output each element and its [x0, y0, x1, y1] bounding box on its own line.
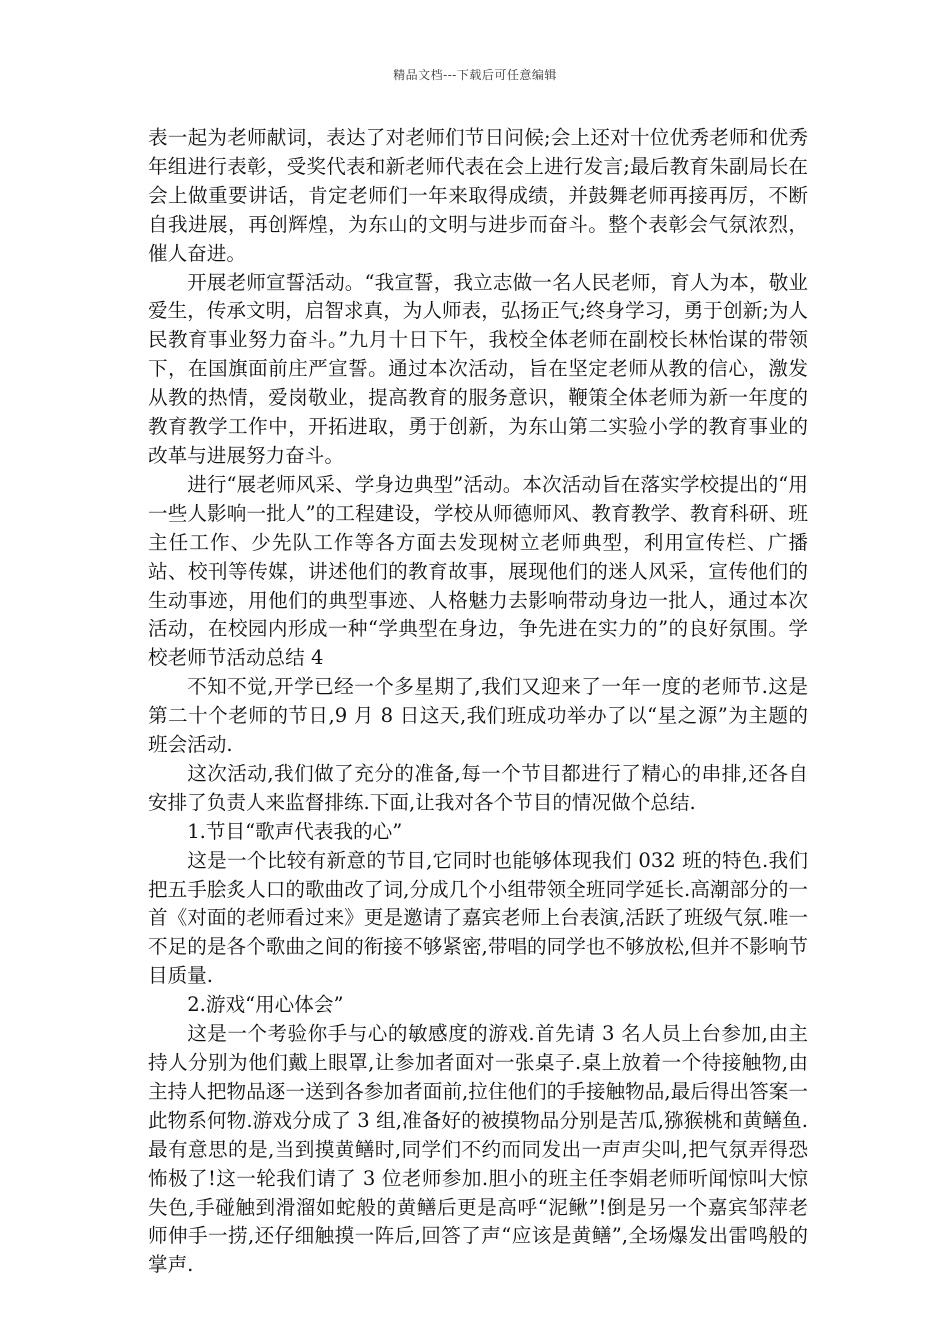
section-heading: 1.节目“歌声代表我的心” [187, 819, 403, 843]
paragraph: 这是一个考验你手与心的敏感度的游戏.首先请 3 名人员上台参加,由主持人分别为他们戴上眼罩,让参加者面对一张桌子.桌上放着一个待接触物,由主持人把物品逐一送到各参加者面前,拉住他们的手接触物品,最后得出答案一此物系何物.游戏分成了 3 组,准备好的被摸物品分别是苦瓜,猕猴桃和黄鳝鱼.最有意思的是,当到摸黄鳝时,同学们不约而同发出一声声尖叫,把气氛弄得恐怖极了!这一轮我们请了 3 位老师参加.胆小的班主任李娟老师听闻惊叫大惊失色,手碰触到滑溜如蛇般的黄鳝后更是高呼“泥鳅”!倒是另一个嘉宾邹萍老师伸手一捞,还仔细触摸一阵后,回答了声“应该是黄鳝”,全场爆发出雷鸣般的掌声. [148, 1022, 808, 1277]
paragraph: 不知不觉,开学已经一个多星期了,我们又迎来了一年一度的老师节.这是第二十个老师的节日,9 月 8 日这天,我们班成功举办了以“星之源”为主题的班会活动. [148, 675, 808, 757]
paragraph: 开展老师宣誓活动。“我宣誓，我立志做一名人民老师，育人为本，敬业爱生，传承文明，启智求真，为人师表，弘扬正气;终身学习，勇于创新;为人民教育事业努力奋斗。”九月十日下午，我校全体老师在副校长林怡谋的带领下，在国旗面前庄严宣誓。通过本次活动，旨在坚定老师从教的信心，激发从教的热情，爱岗敬业，提高教育的服务意识，鞭策全体老师为新一年度的教育教学工作中，开拓进取，勇于创新，为东山第二实验小学的教育事业的改革与进展努力奋斗。 [148, 270, 808, 467]
paragraph: 表一起为老师献词，表达了对老师们节日问候;会上还对十位优秀老师和优秀年组进行表彰，受奖代表和新老师代表在会上进行发言;最后教育朱副局长在会上做重要讲话，肯定老师们一年来取得成绩，并鼓舞老师再接再厉，不断自我进展，再创辉煌，为东山的文明与进步而奋斗。整个表彰会气氛浓烈，催人奋进。 [148, 126, 808, 265]
page-header: 精品文档---下载后可任意编辑 [393, 68, 557, 82]
paragraph: 这次活动,我们做了充分的准备,每一个节目都进行了精心的串排,还各自安排了负责人来监督排练.下面,让我对各个节目的情况做个总结. [148, 761, 808, 814]
section-heading: 2.游戏“用心体会” [187, 993, 344, 1017]
paragraph: 进行“展老师风采、学身边典型”活动。本次活动旨在落实学校提出的“用一些人影响一批人”的工程建设，学校从师德师风、教育教学、教育科研、班主任工作、少先队工作等各方面去发现树立老师典型，利用宣传栏、广播站、校刊等传媒，讲述他们的教育故事，展现他们的迷人风采，宣传他们的生动事迹，用他们的典型事迹、人格魅力去影响带动身边一批人，通过本次活动，在校园内形成一种“学典型在身边，争先进在实力的”的良好氛围。学校老师节活动总结 4 [148, 472, 808, 670]
paragraph: 这是一个比较有新意的节目,它同时也能够体现我们 032 班的特色.我们把五手脍炙人口的歌曲改了词,分成几个小组带领全班同学延长.高潮部分的一首《对面的老师看过来》更是邀请了嘉宾老师上台表演,活跃了班级气氛.唯一不足的是各个歌曲之间的衔接不够紧密,带唱的同学也不够放松,但并不影响节目质量. [148, 848, 808, 988]
document-body [148, 124, 808, 1280]
